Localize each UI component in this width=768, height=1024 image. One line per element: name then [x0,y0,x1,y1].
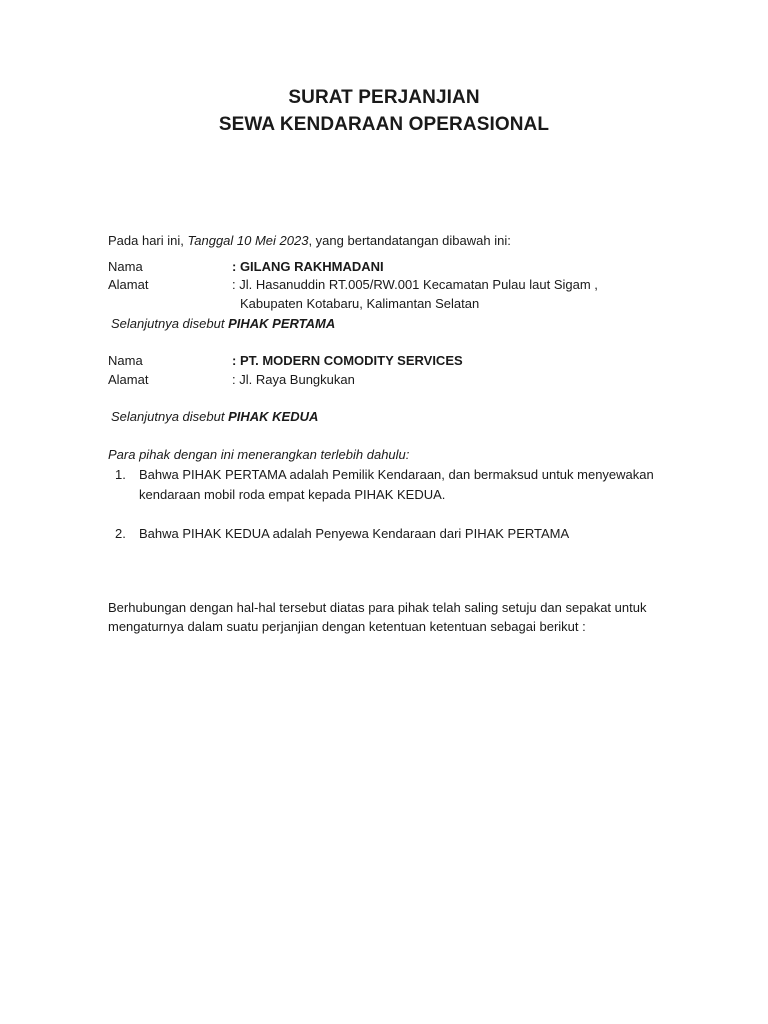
point1-line2: kendaraan mobil roda empat kepada PIHAK KEDUA. [139,487,446,502]
closing-line2: mengaturnya dalam suatu perjanjian dengan ketentuan ketentuan sebagai berikut : [108,619,586,634]
intro-prefix: Pada hari ini, [108,233,188,248]
party2-address-label: Alamat [108,372,149,387]
document-title-line2: SEWA KENDARAAN OPERASIONAL [218,114,550,135]
intro-date: Tanggal 10 Mei 2023 [187,233,309,248]
party1-designation-name: PIHAK PERTAMA [228,316,336,331]
point1-number: 1. [115,467,126,482]
party1-name-value: : GILANG RAKHMADANI [232,259,384,274]
point2-line1: Bahwa PIHAK KEDUA adalah Penyewa Kendaraan dari PIHAK PERTAMA [139,526,570,541]
party2-designation [111,408,318,426]
intro-suffix: , yang bertandatangan dibawah ini: [308,233,511,248]
party2-address-value: : Jl. Raya Bungkukan [232,372,355,387]
point1-line1: Bahwa PIHAK PERTAMA adalah Pemilik Kendaraan, dan bermaksud untuk menyewakan [139,467,654,482]
party2-designation-prefix: Selanjutnya disebut [111,409,229,424]
party2-designation-name: PIHAK KEDUA [228,409,319,424]
party1-designation [111,315,335,333]
party2-name-label: Nama [108,353,143,368]
party1-address-label: Alamat [108,277,149,292]
party1-address-line1: : Jl. Hasanuddin RT.005/RW.001 Kecamatan Pulau laut Sigam , [232,277,598,292]
party2-name-value: : PT. MODERN COMODITY SERVICES [232,353,463,368]
point2-number: 2. [115,526,126,541]
closing-line1: Berhubungan dengan hal-hal tersebut diatas para pihak telah saling setuju dan sepakat untuk [108,600,647,615]
party1-address-line2: Kabupaten Kotabaru, Kalimantan Selatan [240,296,480,311]
document-title-line1: SURAT PERJANJIAN [288,87,480,108]
party1-name-label: Nama [108,259,143,274]
preamble-text: Para pihak dengan ini menerangkan terlebih dahulu: [108,447,410,462]
intro-paragraph [108,232,511,250]
party1-designation-prefix: Selanjutnya disebut [111,316,229,331]
